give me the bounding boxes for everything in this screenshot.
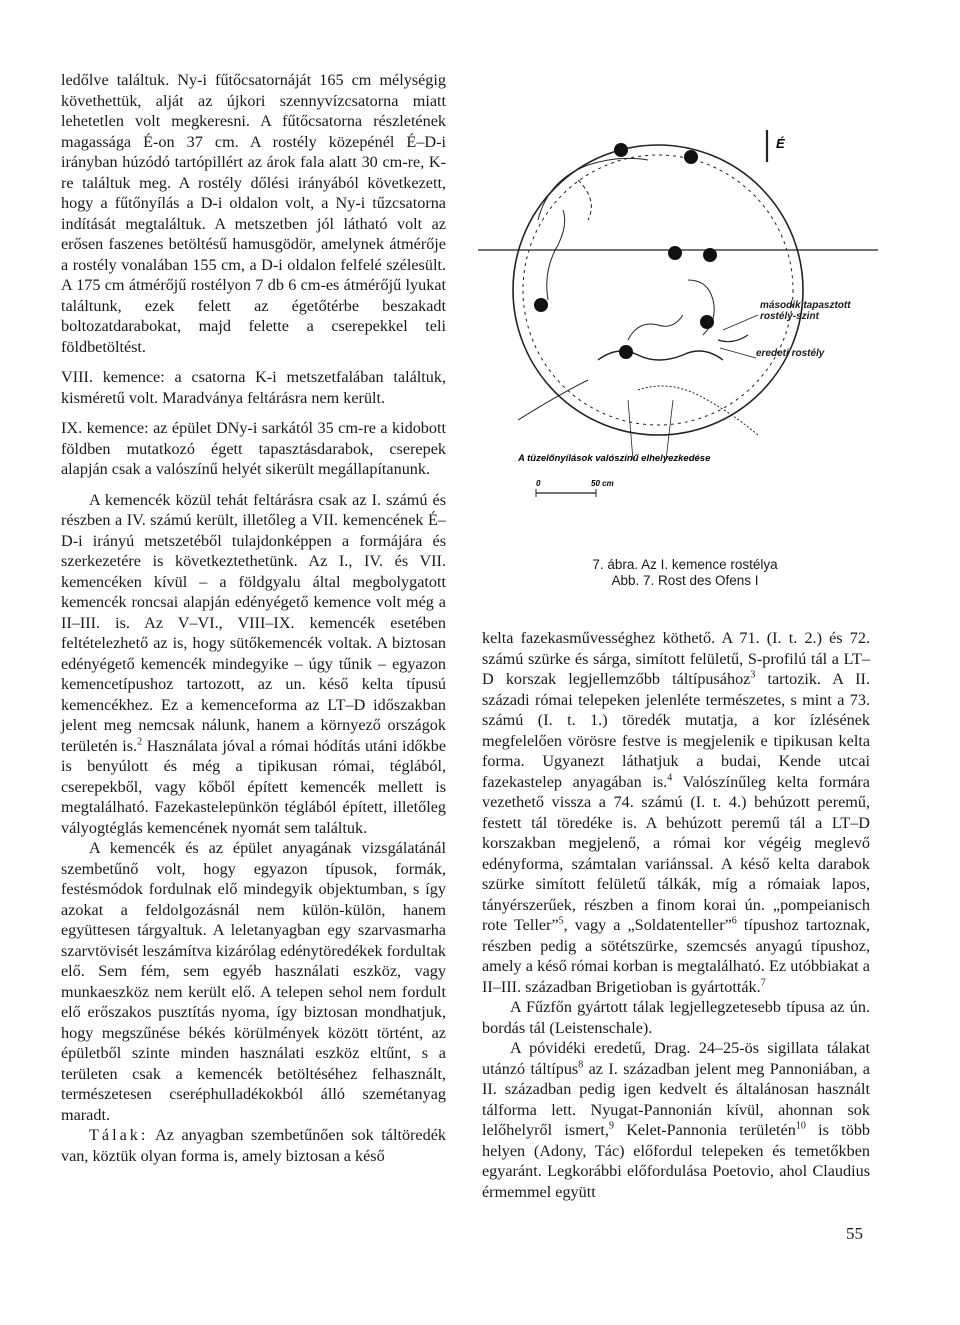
paragraph: ledőlve találtuk. Ny-i fűtőcsatornáját 165 cm mélységig követhettük, alját az újkori szennyvízcsatorna miatt lehetetlen volt megkeresni. A fűtőcsatorna részletének magassága É-on 37 cm. A rostély közepénél É–D-i irányban húzódó tartópillért az árok fala alatt 30 cm-re, K-re találtuk meg. A rostély dőlési irányából következett, hogy a fűtőnyílás a D-i oldalon volt, a Ny-i tűzcsatorna indítását megtaláltuk. A metszetben jól látható volt az erősen faszenes betöltésű hamusgödör, amelynek átmérője a rostély vonalában 155 cm, a D-i oldalon felfelé szélesült. A 175 cm átmérőjű rostélyon 7 db 6 cm-es átmérőjű lyukat találtunk, ezek felett az égetőtérbe beszakadt boltozatdarabokat, majd felette a cserepekkel teli földbetöltést. — [61, 71, 446, 356]
footnote-ref: 3 — [750, 669, 756, 681]
right-text-column — [482, 628, 870, 1202]
paragraph: A kemencék közül tehát feltárásra csak az I. számú és részben a IV. számú került, illetőleg a VII. kemencének É–D-i irányú metszetéből tulajdonképpen a formájára és szerkezetére is következtethetünk. Az I., IV. és VII. kemencéken kívül – a földgyalu által megbolygatott kemencék roncsai alapján edényégető kemence volt még a II–III. is. Az V–VI., VIII–IX. kemencék esetében feltételezhető az is, hogy sütőkemencék voltak. A biztosan edényégető kemencék mindegyike – úgy tűnik – egyazon kemencetípushoz tartozott, az un. késő kelta típusú kemencékhez. Ez a kemenceforma az LT–D időszakban jelent meg nemcsak nálunk, hanem a környező országok területén is.$^2$ Használata jóval a római hódítás utáni időkbe is benyúlott és még a tipikusan római, téglából, cserepekből, vagy kőből épített kemencék mellett is megtalálható. Fazekastelepünkön téglából épített, illetőleg vályogtéglás kemencének nyomát sem találtuk. — [61, 490, 447, 837]
paragraph: VIII. kemence: a csatorna K-i metszetfalában találtuk, kisméretű volt. Maradványa feltárásra nem került. — [61, 368, 446, 407]
kiln-grate-figure — [478, 100, 878, 530]
north-label: É — [776, 136, 785, 151]
paragraph: A póvidéki eredetű, Drag. 24–25-ös sigillata tálakat utánzó táltípus$^8$ az I. században jelent meg Pannoniában, a II. században pedig igen kedvelt és általánosan használt tálforma lett. Nyugat-Pannonián kívül, ahonnan sok lelőhelyről ismert,$^9$ Kelet-Pannonia területén$^{10}$ is több helyen (Adony, Tác) előfordul telepeken és temetőkben egyaránt. Legkorábbi előfordulása Poetovio, ahol Claudius érmemmel együtt — [482, 1039, 871, 1201]
footnote-ref: 7 — [760, 977, 766, 989]
caption-hungarian: 7. ábra. Az I. kemence rostélya — [592, 557, 778, 572]
footnote-ref: 6 — [731, 915, 737, 927]
footnote-ref: 5 — [558, 915, 564, 927]
kiln-plan-drawing — [478, 100, 878, 530]
figure-caption — [560, 557, 810, 589]
footnote-ref: 9 — [608, 1120, 614, 1132]
grate-outline — [513, 145, 803, 435]
footnote-ref: 8 — [578, 1059, 584, 1071]
paragraph: A Fűzfőn gyártott tálak legjellegzetesebb típusa az ún. bordás tál (Leistenschale). — [482, 998, 870, 1037]
second-grate-label: második tapasztott rostély-szint — [760, 300, 851, 322]
footnote-ref: 10 — [795, 1120, 806, 1132]
page-number: 55 — [846, 1224, 863, 1243]
left-text-column — [61, 70, 446, 1166]
section-label: Tálak: — [89, 1126, 149, 1144]
scale-start-label: 0 — [536, 479, 541, 488]
paragraph: A kemencék és az épület anyagának vizsgálatánál szembetűnő volt, hogy egyazon típusok, formák, festésmódok fordulnak elő mindegyik objektumban, s így azokat a feldolgozásnál nem külön-külön, hanem együttesen tárgyaltuk. A leletanyagban egy szarvasmarha szarvtövisét leszámítva kizárólag edénytöredékek fordultak elő. Sem fém, sem egyéb használati eszköz, vagy munkaeszköz nem került elő. A telepen sehol nem fordult elő erőszakos pusztítás nyoma, így biztosan mondhatjuk, hogy megszűnése békés körülmények között történt, az épületből szinte minden használati eszköz eltűnt, s a területen csak a kemencék betöltéséhez felhasznált, természetesen cseréphulladékokból álló szemétanyag maradt. — [61, 839, 446, 1124]
paragraph: Tálak: Az anyagban szembetűnően sok táltöredék van, köztük olyan forma is, amely biztosan a késő — [61, 1126, 446, 1165]
scale-end-label: 50 cm — [591, 479, 614, 488]
caption-german: Abb. 7. Rost des Ofens I — [611, 573, 759, 588]
original-grate-label: eredeti rostély — [756, 348, 825, 359]
paragraph: IX. kemence: az épület DNy-i sarkától 35 cm-re a kidobott földben mutatkozó égett tapasztásdarabok, cserepek alapján csak a valószínű helyét sikerült megállapítanunk. — [61, 419, 446, 478]
footnote-ref: 2 — [137, 736, 143, 748]
paragraph: kelta fazekasművességhez köthető. A 71. (I. t. 2.) és 72. számú szürke és sárga, simított felületű, S-profilú tál a LT–D korszak legjellemzőbb táltípusához$^3$ tartozik. A II. századi római telepeken jelenléte természetes, s mint a 73. számú (I. t. 1.) töredék mutatja, a kor ízlésének megfelelően vörösre festve is megjelenik e tipikusan kelta forma. Ugyanezt láthatjuk a budai, Kende utcai fazekastelep anyagában is.$^4$ Valószínűleg kelta formára vezethető vissza a 74. számú (I. t. 4.) behúzott peremű, festett tál töredéke is. A behúzott peremű tál a LT–D korszakban megjelenő, a római kor végéig meglevő edényforma, számtalan variánssal. A késő kelta darabok szürke simított felületű tálkák, míg a rómaiak lapos, tányérszerűek, részben a finom korai ún. „pompeianisch rote Teller”$^5$, vagy a „Soldatenteller”$^6$ típushoz tartoznak, részben pedig a sötétszürke, szemcsés anyagú típushoz, amely a késő római korban is megtalálható. Ez utóbbiakat a II–III. században Brigetioban is gyártották.$^7$ — [482, 629, 871, 996]
opening-label: A tüzelőnyílások valószínű elhelyezkedése — [518, 453, 711, 464]
footnote-ref: 4 — [667, 772, 673, 784]
